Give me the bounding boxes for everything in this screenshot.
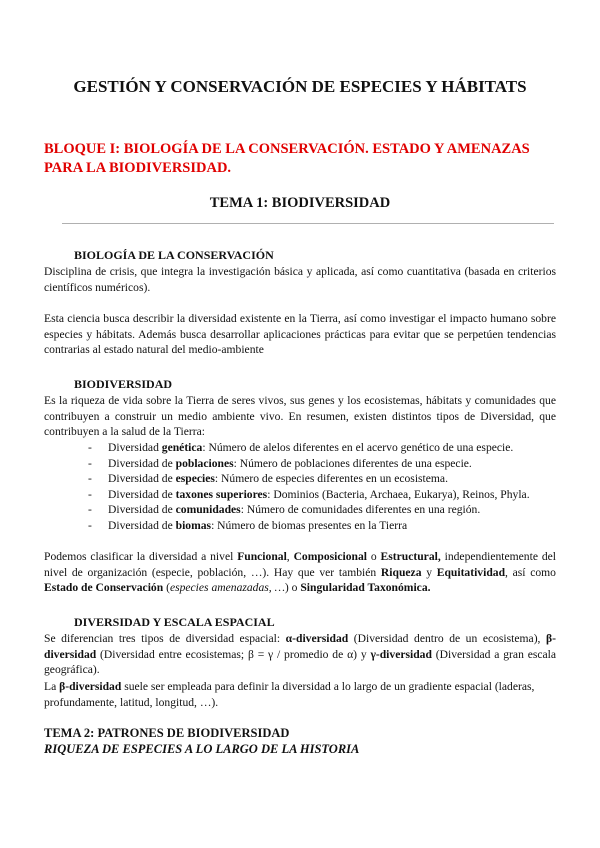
heading-biodiversidad: BIODIVERSIDAD xyxy=(74,377,173,391)
paragraph-disciplina: Disciplina de crisis, que integra la investigación básica y aplicada, así como cuantitativa (basada en criterios científicos numéricos). xyxy=(44,265,556,294)
document-title: GESTIÓN Y CONSERVACIÓN DE ESPECIES Y HÁBITATS xyxy=(73,77,527,96)
list-item: - Diversidad de comunidades: Número de comunidades diferentes en una región. xyxy=(88,503,481,516)
list-item: - Diversidad de taxones superiores: Dominios (Bacteria, Archaea, Eukarya), Reinos, Phyla. xyxy=(88,487,530,501)
paragraph-tipos-diversidad-espacial: Se diferencian tres tipos de diversidad espacial: α-diversidad (Diversidad dentro de un ecosistema), β-diversidad (Diversidad entre ecosistemas; β = γ / promedio de α) y γ-diversidad (Diversidad a gran escala geográfica). xyxy=(44,632,557,676)
topic2-title: TEMA 2: PATRONES DE BIODIVERSIDAD xyxy=(44,726,290,740)
paragraph-ciencia: Esta ciencia busca describir la diversidad existente en la Tierra, así como investigar el impacto humano sobre especies y hábitats. Además busca desarrollar aplicaciones prácticas para evitar que se perpetúen tendencias contrarias al estado natural del medio-ambiente xyxy=(44,312,556,356)
list-item: - Diversidad de especies: Número de especies diferentes en un ecosistema. xyxy=(88,472,448,485)
heading-escala-espacial: DIVERSIDAD Y ESCALA ESPACIAL xyxy=(74,615,275,629)
heading-biologia-conservacion: BIOLOGÍA DE LA CONSERVACIÓN xyxy=(74,248,274,262)
list-item: - Diversidad genética: Número de alelos diferentes en el acervo genético de una especie. xyxy=(88,441,514,454)
diversity-types-list xyxy=(88,440,558,533)
title-divider xyxy=(62,223,554,224)
paragraph-biodiversidad-intro: Es la riqueza de vida sobre la Tierra de seres vivos, sus genes y los ecosistemas, hábitats y comunidades que contribuyen a construir un medio ambiente vivo. En resumen, existen distintos tipos de Diversidad, que contribuyen a la salud de la Tierra: xyxy=(44,394,556,438)
list-item: - Diversidad de biomas: Número de biomas presentes en la Tierra xyxy=(88,518,408,532)
topic2-subtitle: RIQUEZA DE ESPECIES A LO LARGO DE LA HISTORIA xyxy=(44,742,360,756)
paragraph-clasificacion: Podemos clasificar la diversidad a nivel Funcional, Composicional o Estructural, independientemente del nivel de organización (especie, población, …). Hay que ver también Riqueza y Equitatividad, así como Estado de Conservación (especies amenazadas, …) o Singularidad Taxonómica. xyxy=(44,550,557,594)
list-item: - Diversidad de poblaciones: Número de poblaciones diferentes de una especie. xyxy=(88,456,472,470)
topic1-title: TEMA 1: BIODIVERSIDAD xyxy=(209,195,391,211)
block-title: BLOQUE I: BIOLOGÍA DE LA CONSERVACIÓN. ESTADO Y AMENAZAS PARA LA BIODIVERSIDAD. xyxy=(44,141,530,176)
paragraph-beta-diversidad: La β-diversidad suele ser empleada para definir la diversidad a lo largo de un gradiente espacial (laderas, profundamente, latitud, longitud, …). xyxy=(44,680,535,709)
